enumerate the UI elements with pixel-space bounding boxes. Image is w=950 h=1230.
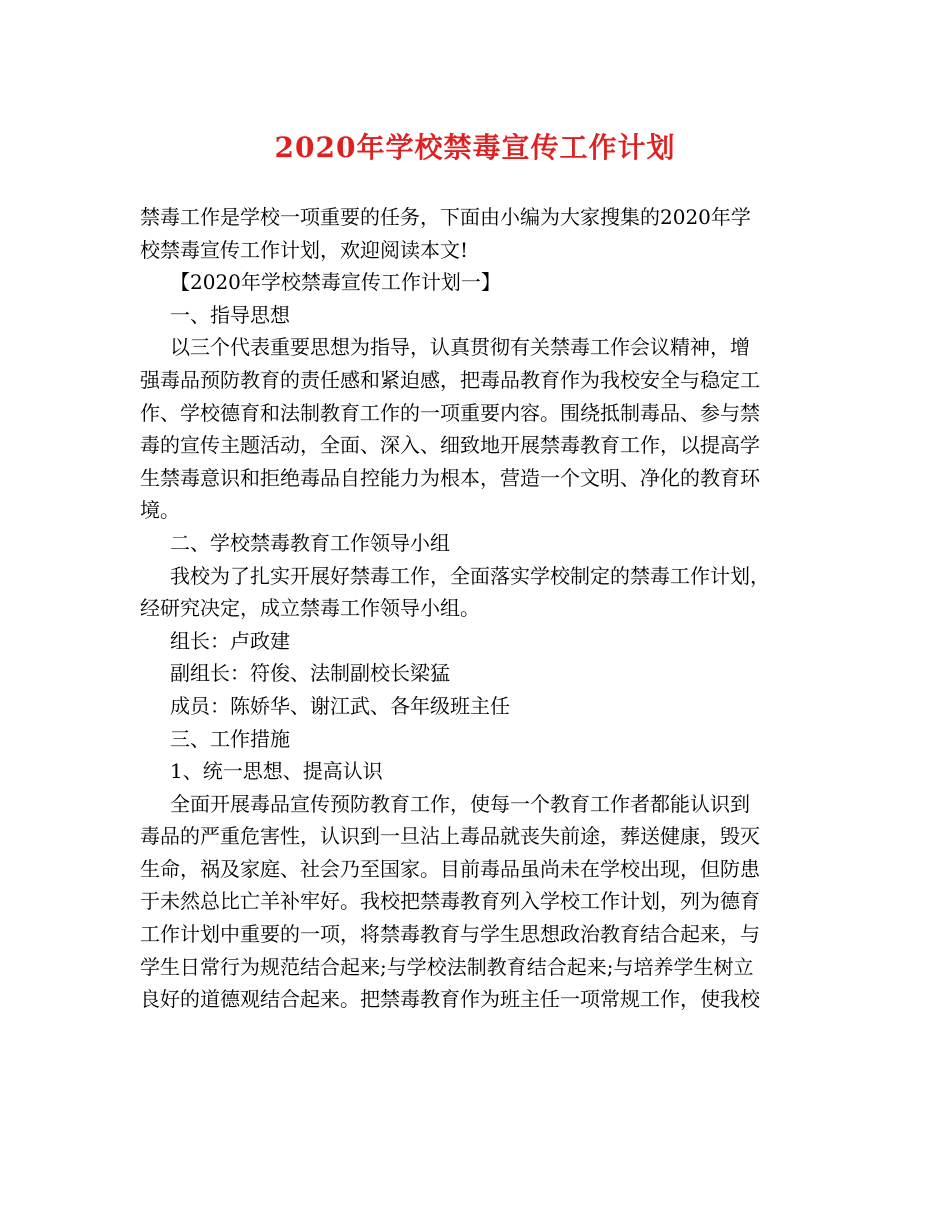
text-line: 强毒品预防教育的责任感和紧迫感，把毒品教育作为我校安全与稳定工 bbox=[140, 367, 760, 392]
text-line: 良好的道德观结合起来。把禁毒教育作为班主任一项常规工作，使我校 bbox=[140, 987, 760, 1012]
text-line: 禁毒工作是学校一项重要的任务，下面由小编为大家搜集的2020年学 bbox=[140, 205, 751, 229]
text-line: 成员：陈娇华、谢江武、各年级班主任 bbox=[170, 693, 510, 718]
text-line: 生禁毒意识和拒绝毒品自控能力为根本，营造一个文明、净化的教育环 bbox=[140, 465, 760, 490]
text-line: 校禁毒宣传工作计划，欢迎阅读本文! bbox=[140, 237, 469, 262]
text-line: 【2020年学校禁毒宣传工作计划一】 bbox=[170, 270, 501, 295]
text-line: 二、学校禁毒教育工作领导小组 bbox=[170, 530, 450, 555]
text-line: 学生日常行为规范结合起来;与学校法制教育结合起来;与培养学生树立 bbox=[140, 954, 754, 979]
text-line: 于未然总比亡羊补牢好。我校把禁毒教育列入学校工作计划，列为德育 bbox=[140, 889, 760, 914]
text-line: 一、指导思想 bbox=[170, 302, 290, 327]
text-line: 全面开展毒品宣传预防教育工作，使每一个教育工作者都能认识到 bbox=[170, 791, 750, 816]
text-line: 境。 bbox=[140, 498, 180, 523]
text-line: 副组长：符俊、法制副校长梁猛 bbox=[170, 661, 450, 686]
text-line: 三、工作措施 bbox=[170, 726, 290, 751]
text-line: 我校为了扎实开展好禁毒工作，全面落实学校制定的禁毒工作计划， bbox=[170, 563, 770, 588]
document-body bbox=[140, 201, 830, 1016]
text-line: 以三个代表重要思想为指导，认真贯彻有关禁毒工作会议精神，增 bbox=[170, 335, 750, 360]
text-line: 1、统一思想、提高认识 bbox=[170, 759, 383, 784]
text-line: 生命，祸及家庭、社会乃至国家。目前毒品虽尚未在学校出现，但防患 bbox=[140, 856, 760, 881]
text-line: 毒的宣传主题活动，全面、深入、细致地开展禁毒教育工作，以提高学 bbox=[140, 433, 760, 458]
document-title: 2020年学校禁毒宣传工作计划 bbox=[274, 131, 676, 164]
text-line: 毒品的严重危害性，认识到一旦沾上毒品就丧失前途，葬送健康，毁灭 bbox=[140, 824, 760, 849]
text-line: 组长：卢政建 bbox=[170, 628, 290, 653]
text-line: 经研究决定，成立禁毒工作领导小组。 bbox=[140, 596, 480, 621]
text-line: 工作计划中重要的一项，将禁毒教育与学生思想政治教育结合起来，与 bbox=[140, 922, 760, 947]
text-line: 作、学校德育和法制教育工作的一项重要内容。围绕抵制毒品、参与禁 bbox=[140, 400, 760, 425]
